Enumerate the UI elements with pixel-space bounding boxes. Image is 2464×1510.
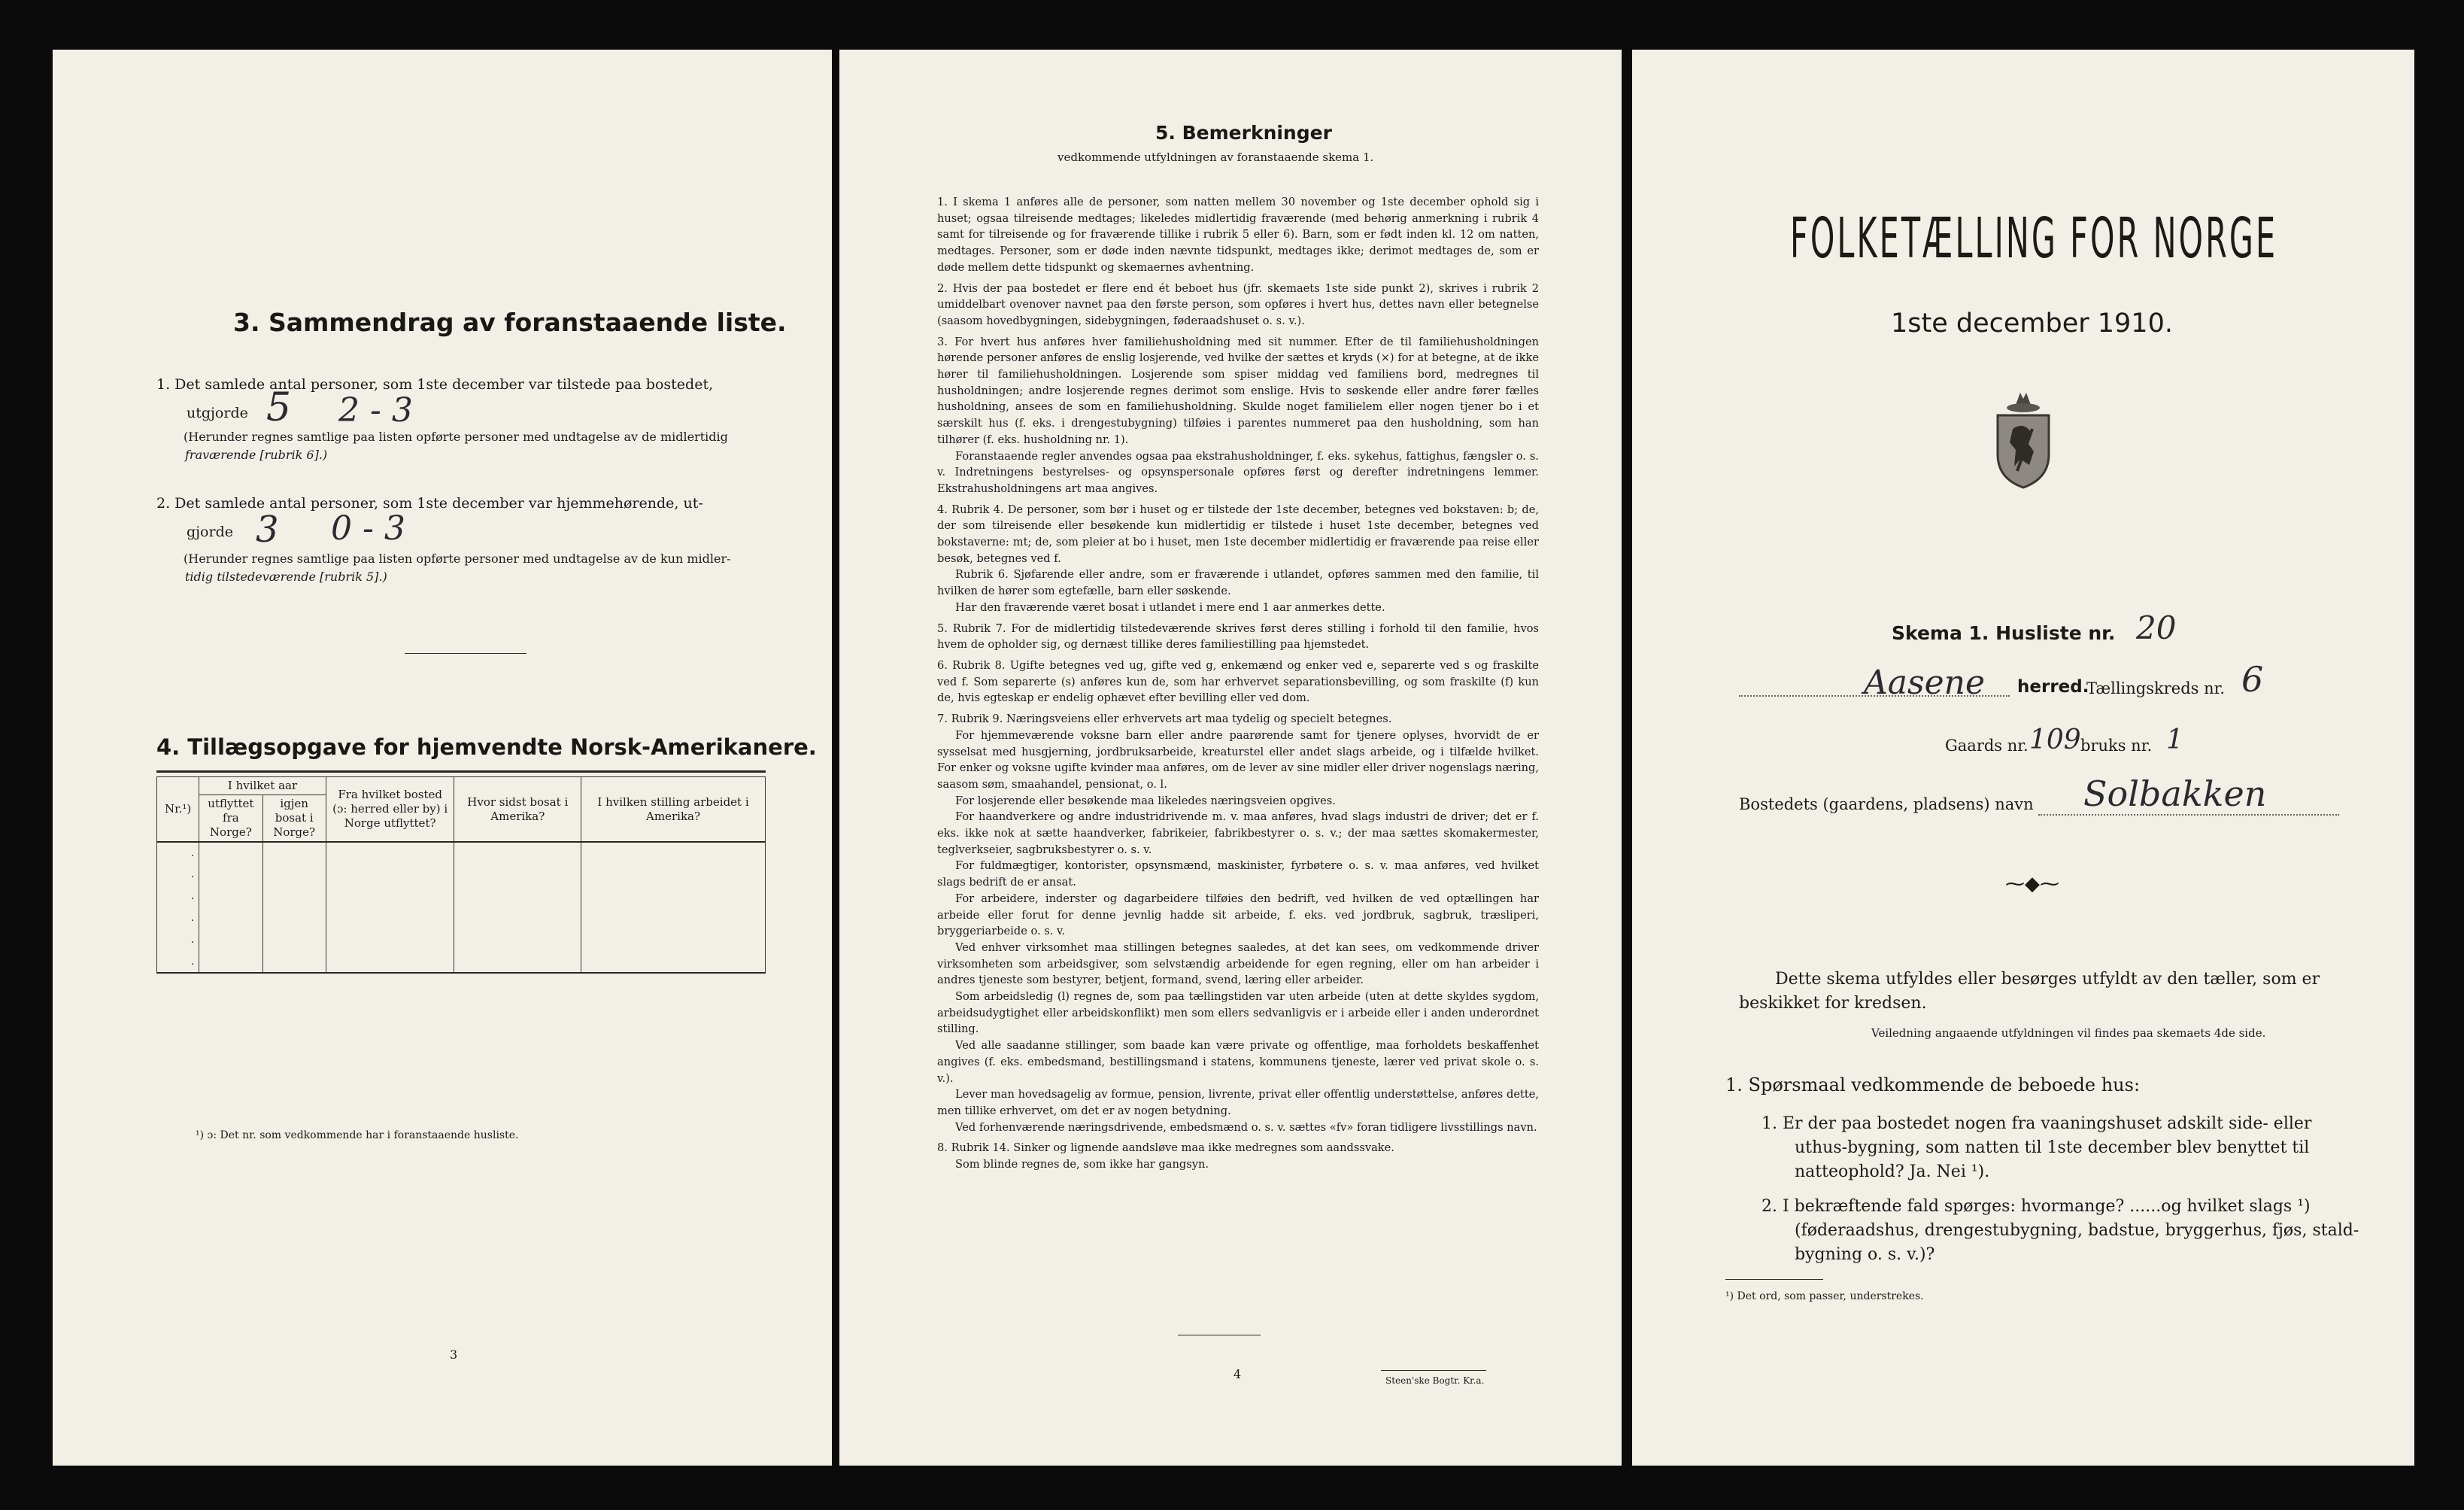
remark-7h: Som arbeidsledig (l) regnes de, som paa tællingstiden var uten arbeide (uten at dette skyldes sygdom, arbeidsudygtighet eller arbeidskonflikt) men som ellers sedvanligvis er i arbeide eller i anden underordnet stilling. — [937, 990, 1539, 1036]
page-number: 4 — [1234, 1367, 1242, 1381]
krets-value: 6 — [2241, 659, 2264, 700]
bruks-label: bruks nr. — [2080, 737, 2153, 755]
remark-7f: For arbeidere, inderster og dagarbeidere tilføies den bedrift, ved hvilken de ved optællingen har arbeide eller forut for denne jevnlig hadde sit arbeide, f. eks. ved jordbruk, sagbruk, træsliperi, bryggeriarbeide o. s. v. — [937, 892, 1539, 938]
item1-prefix: utgjorde — [187, 405, 248, 421]
item2-note-1: (Herunder regnes samtlige paa listen opførte personer med undtagelse av de kun midler- — [184, 551, 731, 566]
printer-mark: Steen'ske Bogtr. Kr.a. — [1385, 1375, 1485, 1386]
item2-value: 3 — [256, 509, 279, 551]
remark-7j: Lever man hovedsagelig av formue, pension, livrente, privat eller offentlig understøttelse, anføres dette, men tillike erhvervet, om det er av nogen betydning. — [937, 1088, 1539, 1117]
gaards-label: Gaards nr. — [1945, 737, 2029, 755]
intro-line-1: Dette skema utfyldes eller besørges utfyldt av den tæller, som er — [1775, 970, 2320, 989]
remark-8: 8. Rubrik 14. Sinker og lignende aandsløve maa ikke medregnes som aandssvake. — [937, 1141, 1394, 1155]
col-from-where: Fra hvilket bosted (ɔ: herred eller by) i Norge utflyttet? — [326, 777, 454, 843]
section3-title: 3. Sammendrag av foranstaaende liste. — [233, 308, 787, 337]
herred-label: herred. — [2017, 677, 2089, 697]
col-which-year: I hvilket aar — [199, 777, 326, 795]
page-right — [1632, 50, 2414, 1466]
q1-line-2: uthus-bygning, som natten til 1ste december blev benyttet til — [1795, 1138, 2310, 1157]
krets-label: Tællingskreds nr. — [2086, 679, 2226, 697]
remark-7g: Ved enhver virksomhet maa stillingen betegnes saaledes, at det kan sees, om vedkommende driver virksomheten som arbeidsgiver, som selvstændig arbeidende for egen regning, eller om han arbeider i andres tjeneste som bestyrer, betjent, formand, svend, læring eller arbeider. — [937, 940, 1539, 987]
q2-line-3: bygning o. s. v.)? — [1795, 1245, 1935, 1264]
item1-note-1: (Herunder regnes samtlige paa listen opførte personer med undtagelse av de midlertidig — [184, 430, 728, 444]
item1-text: 1. Det samlede antal personer, som 1ste december var tilstede paa bostedet, — [156, 376, 714, 393]
remarks-title: 5. Bemerkninger — [1155, 122, 1332, 144]
remark-7b: For hjemmeværende voksne barn eller andre paarørende samt for tjenere oplyses, hvorvidt de er sysselsat med husgjerning, jordbruksarbeide, kreaturstel eller andet slags arbeide, og i tilfælde hvilket. For enker og voksne ugifte kvinder maa anføres, om de lever av sine midler eller driver nogenslags næring, saasom søm, smaahandel, pensionat, o. l. — [937, 728, 1539, 791]
remark-8b: Som blinde regnes de, som ikke har gangsyn. — [955, 1158, 1209, 1171]
page-middle — [839, 50, 1622, 1466]
item1-split: 2 - 3 — [338, 391, 413, 430]
q1-line-1: 1. Er der paa bostedet nogen fra vaaningshuset adskilt side- eller — [1762, 1114, 2312, 1133]
remark-4b: Rubrik 6. Sjøfarende eller andre, som er fraværende i utlandet, opføres sammen med den familie, til hvilken de hører som egtefælle, barn eller søskende. — [937, 568, 1539, 598]
ornament-icon: ⁓◆⁓ — [2005, 873, 2059, 895]
item2-text: 2. Det samlede antal personer, som 1ste december var hjemmehørende, ut- — [156, 495, 703, 512]
remark-6: 6. Rubrik 8. Ugifte betegnes ved ug, gifte ved g, enkemænd og enker ved e, separerte ved s og fraskilte ved f. Som separerte (s) anføres kun de, som har erhvervet separationsbevilling, og som fraskilte (f) kun de, hvis egteskap er endelig ophævet efter bevilling eller ved dom. — [937, 658, 1539, 705]
gaards-value: 109 — [2029, 725, 2081, 755]
remark-7c: For losjerende eller besøkende maa likeledes næringsveien opgives. — [955, 794, 1336, 807]
printer-rule — [1381, 1370, 1486, 1371]
table-row: . — [157, 907, 766, 929]
question-title: 1. Spørsmaal vedkommende de beboede hus: — [1725, 1074, 2141, 1095]
bosted-value: Solbakken — [2083, 773, 2267, 814]
remark-7k: Ved forhenværende næringsdrivende, embedsmænd o. s. v. sættes «fv» foran tidligere livsstillings navn. — [955, 1120, 1537, 1134]
bosted-label: Bostedets (gaardens, pladsens) navn — [1739, 795, 2034, 813]
col-emigrated: utflyttet fra Norge? — [199, 795, 262, 843]
coat-of-arms-icon — [1987, 382, 2059, 491]
table-row: . — [157, 864, 766, 886]
table-row: . — [157, 929, 766, 951]
col-occupation: I hvilken stilling arbeidet i Amerika? — [581, 777, 766, 843]
item2-note-2: tidig tilstedeværende [rubrik 5].) — [185, 570, 387, 584]
q1-line-3: natteophold? Ja. Nei ¹). — [1795, 1162, 1990, 1181]
remark-3b: Foranstaaende regler anvendes ogsaa paa ekstrahusholdninger, f. eks. sykehus, fattighus, fængsler o. s. v. Indretningens bestyrelses- og opsynspersonale opføres først og derefter indretningens lemmer. Ekstrahusholdningens art maa angives. — [937, 449, 1539, 495]
col-nr: Nr.¹) — [157, 777, 199, 843]
remark-5: 5. Rubrik 7. For de midlertidig tilstedeværende skrives først deres stilling i forhold til den familie, hvos hvem de opholder sig, og dernæst tillike deres familiestilling paa hjemstedet. — [937, 621, 1539, 652]
item2-prefix: gjorde — [187, 524, 233, 540]
census-title: FOLKETÆLLING FOR NORGE — [1790, 206, 2278, 271]
herred-value: Aasene — [1864, 664, 1986, 702]
divider — [405, 653, 526, 654]
remark-3: 3. For hvert hus anføres hver familiehusholdning med sit nummer. Efter de til familiehusholdningen hørende personer anføres de enslig losjerende, ved hvilke der sættes et kryds (×) for at betegne, at de ikke hører til familiehusholdningen. Losjerende som spiser middag ved familiens bord, medregnes til husholdningen; andre losjerende regnes derimot som enslige. Hvis to søskende eller andre fører fælles husholdning, ansees de som en familiehusholdning. Skulde noget familielem eller nogen tjener bo i et særskilt hus (f. eks. i drengestubygning) tilføies i parentes nummeret paa den husholdning, som han tilhører (f. eks. husholdning nr. 1). — [937, 335, 1539, 446]
remark-4c: Har den fraværende været bosat i utlandet i mere end 1 aar anmerkes dette. — [955, 600, 1385, 614]
section4-title: 4. Tillægsopgave for hjemvendte Norsk-Amerikanere. — [156, 734, 817, 760]
footnote-rule — [1725, 1279, 1823, 1280]
remark-7d: For haandverkere og andre industridrivende m. v. maa anføres, hvad slags industri de driver; det er f. eks. ikke nok at sætte haandverker, fabrikeier, fabrikbestyrer o. s. v.; der maa sættes skomakermester, teglverkseier, sagbruksbestyrer o. s. v. — [937, 810, 1539, 856]
husliste-nr: 20 — [2136, 609, 2177, 646]
guide-note: Veiledning angaaende utfyldningen vil findes paa skemaets 4de side. — [1871, 1026, 2266, 1040]
col-last-residence: Hvor sidst bosat i Amerika? — [454, 777, 581, 843]
bosted-field — [2038, 814, 2339, 816]
remark-7e: For fuldmægtiger, kontorister, opsynsmænd, maskinister, fyrbøtere o. s. v. maa anføres, ved hvilket slags bedrift de er ansat. — [937, 859, 1539, 889]
bruks-value: 1 — [2166, 725, 2183, 755]
intro-line-2: beskikket for kredsen. — [1739, 994, 1927, 1013]
remark-7i: Ved alle saadanne stillinger, som baade kan være private og offentlige, maa forholdets beskaffenhet angives (f. eks. embedsmand, bestillingsmand i statens, kommunens tjeneste, lærer ved privat skole o. s. v.). — [937, 1039, 1539, 1085]
remark-1: 1. I skema 1 anføres alle de personer, som natten mellem 30 november og 1ste december ophold sig i huset; ogsaa tilreisende medtages; likeledes midlertidig fraværende (med behørig anmerkning i rubrik 4 samt for tilreisende og for fraværende tillike i rubrik 5 eller 6). Barn, som er født inden kl. 12 om natten, medtages. Personer, som er døde inden nævnte tidspunkt, medtages ikke; derimot medtages de, som er døde mellem dette tidspunkt og skemaernes avhentning. — [937, 196, 1539, 274]
census-date: 1ste december 1910. — [1891, 308, 2173, 339]
remark-2: 2. Hvis der paa bostedet er flere end ét beboet hus (jfr. skemaets 1ste side punkt 2), skrives i rubrik 2 umiddelbart ovenover navnet paa den første person, som opføres i hvert hus, dettes navn eller betegnelse (saasom hovedbygningen, sidebygningen, føderaadshuset o. s. v.). — [937, 281, 1539, 327]
table-row: . — [157, 886, 766, 907]
page-number: 3 — [450, 1347, 458, 1362]
item1-note-2: fraværende [rubrik 6].) — [185, 448, 328, 462]
table-row: . — [157, 842, 766, 864]
q2-line-2: (føderaadshus, drengestubygning, badstue, bryggerhus, fjøs, stald- — [1795, 1221, 2359, 1240]
norsk-amerikanere-table — [156, 776, 766, 974]
item1-value: 5 — [266, 385, 292, 430]
footnote: ¹) Det ord, som passer, understrekes. — [1725, 1290, 1924, 1302]
remarks-body — [915, 194, 1539, 1173]
col-returned: igjen bosat i Norge? — [262, 795, 326, 843]
schema-label: Skema 1. Husliste nr. — [1892, 622, 2116, 644]
table-footnote: ¹) ɔ: Det nr. som vedkommende har i foranstaaende husliste. — [196, 1129, 519, 1141]
page-left — [53, 50, 832, 1466]
table-top-rule — [156, 770, 766, 773]
remark-7: 7. Rubrik 9. Næringsveiens eller erhvervets art maa tydelig og specielt betegnes. — [937, 712, 1392, 726]
item2-split: 0 - 3 — [331, 509, 405, 548]
q2-line-1: 2. I bekræftende fald spørges: hvormange? ......og hvilket slags ¹) — [1762, 1197, 2311, 1216]
table-row: . — [157, 951, 766, 973]
remarks-subtitle: vedkommende utfyldningen av foranstaaende skema 1. — [1058, 150, 1374, 164]
remark-4: 4. Rubrik 4. De personer, som bør i huset og er tilstede der 1ste december, betegnes ved bokstaven: b; de, der som tilreisende eller besøkende kun midlertidig er tilstede i huset 1ste december, betegnes ved bokstaverne: mt; de, som pleier at bo i huset, men 1ste december midlertidig er fraværende paa reise eller besøk, betegnes ved f. — [937, 503, 1539, 565]
